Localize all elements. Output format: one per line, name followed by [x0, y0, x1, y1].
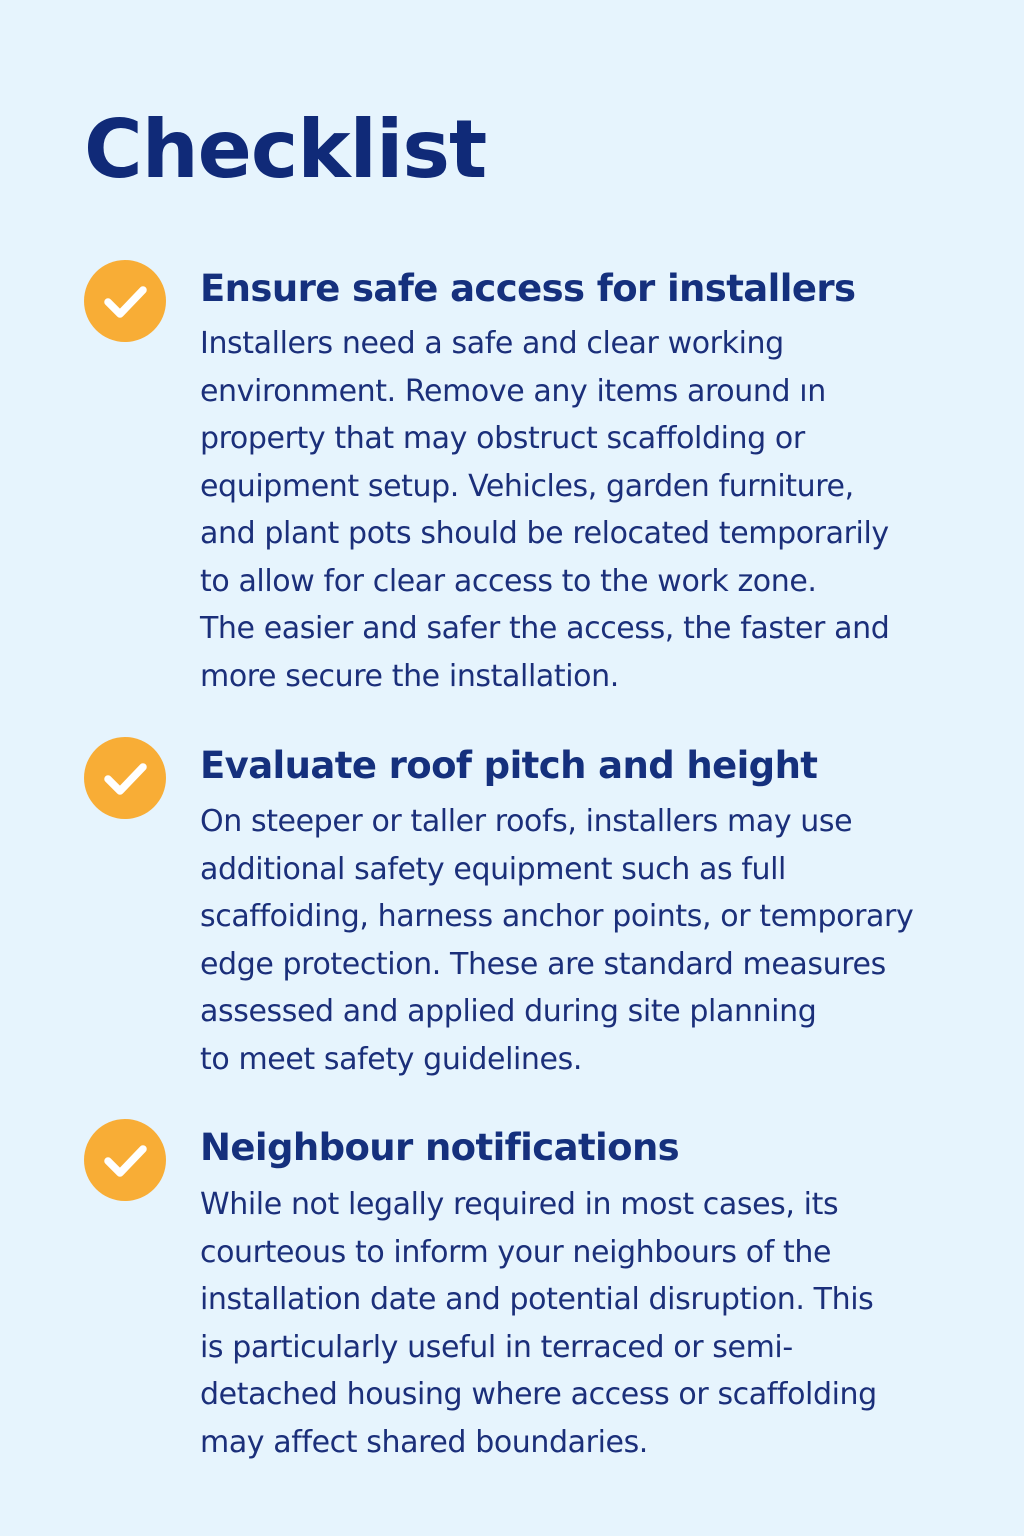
body-line: installation date and potential disruption. This	[200, 1282, 874, 1317]
body-line: and plant pots should be relocated temporarily	[200, 516, 889, 551]
item-title: Evaluate roof pitch and height	[200, 744, 818, 787]
body-line: detached housing where access or scaffolding	[200, 1377, 877, 1412]
item-body	[200, 798, 913, 1083]
body-line: edge protection. These are standard measures	[200, 946, 886, 982]
body-line: property that may obstruct scaffolding or	[200, 421, 805, 456]
body-line: more secure the installation.	[200, 658, 619, 694]
check-circle-icon	[84, 260, 166, 342]
body-line: Installers need a safe and clear working	[200, 326, 784, 361]
body-line: scaffoiding, harness anchor points, or temporary	[200, 899, 914, 934]
item-body	[200, 320, 889, 700]
body-line: equipment setup. Vehicles, garden furniture,	[200, 468, 854, 504]
item-body	[200, 1181, 877, 1466]
body-line: to allow for clear access to the work zone.	[200, 563, 817, 599]
body-line: While not legally required in most cases, its	[200, 1187, 839, 1222]
body-line: courteous to inform your neighbours of the	[200, 1234, 832, 1270]
body-line: may affect shared boundaries.	[200, 1424, 648, 1460]
body-line: On steeper or taller roofs, installers may use	[200, 804, 853, 839]
item-title: Neighbour notifications	[200, 1126, 680, 1169]
page-title: Checklist	[84, 103, 487, 196]
check-circle-icon	[84, 737, 166, 819]
body-line: The easier and safer the access, the faster and	[200, 611, 890, 646]
body-line: assessed and applied during site planning	[200, 994, 817, 1029]
item-title: Ensure safe access for installers	[200, 267, 856, 310]
body-line: is particularly useful in terraced or semi-	[200, 1329, 793, 1365]
body-line: to meet safety guidelines.	[200, 1041, 582, 1077]
check-circle-icon	[84, 1119, 166, 1201]
body-line: environment. Remove any items around ın	[200, 373, 826, 409]
body-line: additional safety equipment such as full	[200, 851, 786, 887]
